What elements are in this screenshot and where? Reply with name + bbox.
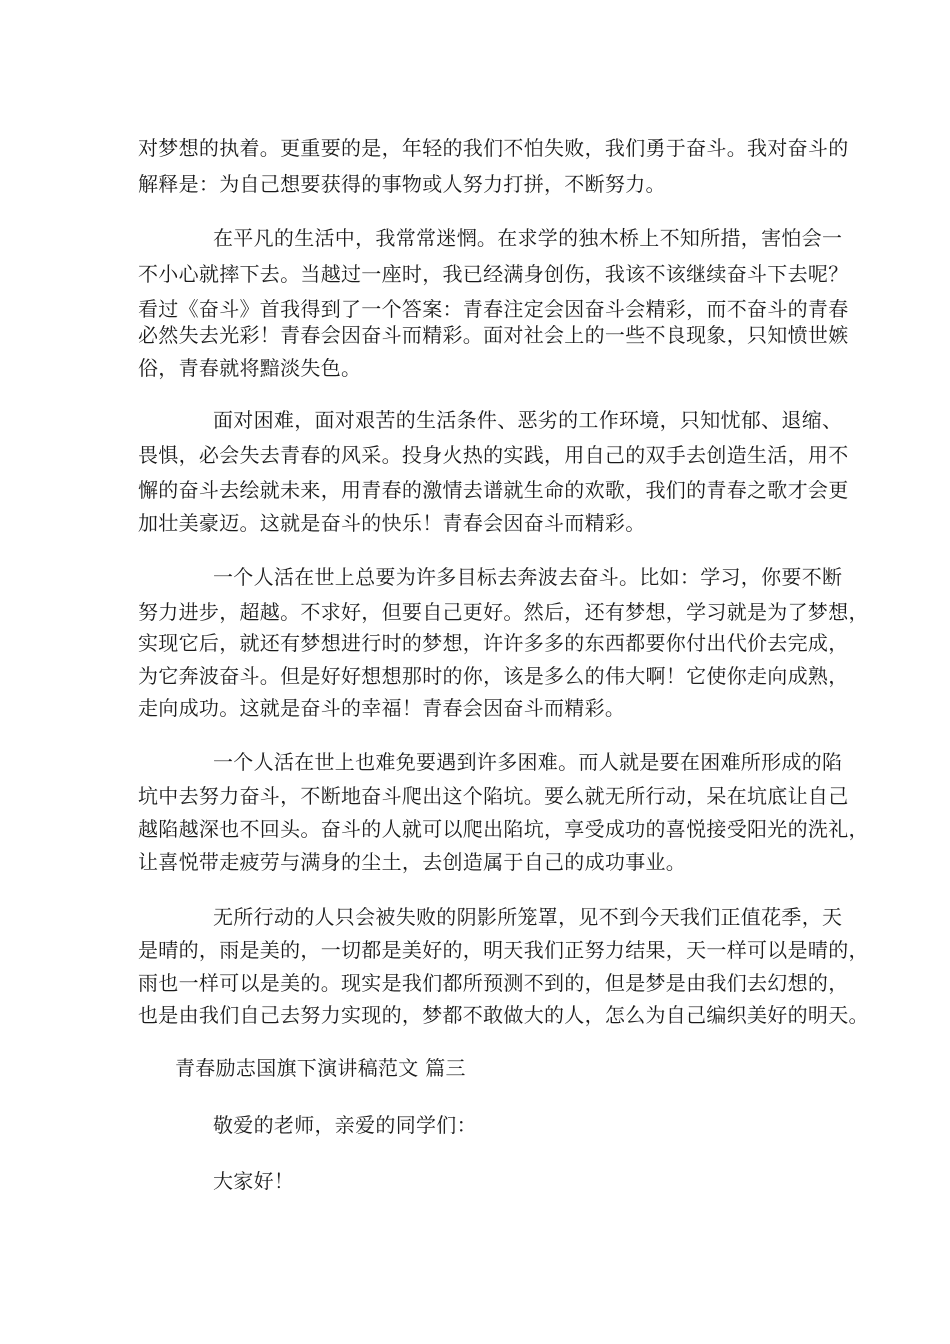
paragraph-line: 畏惧，必会失去青春的风采。投身火热的实践，用自己的双手去创造生活，用不 (138, 443, 849, 467)
paragraph-line: 懈的奋斗去绘就未来，用青春的激情去谱就生命的欢歌，我们的青春之歌才会更 (138, 478, 849, 502)
paragraph-line: 越陷越深也不回头。奋斗的人就可以爬出陷坑，享受成功的喜悦接受阳光的洗礼， (138, 817, 869, 841)
paragraph-line: 无所行动的人只会被失败的阴影所笼罩，见不到今天我们正值花季，天 (213, 905, 843, 929)
paragraph-line: 面对困难，面对艰苦的生活条件、恶劣的工作环境，只知忧郁、退缩、 (213, 408, 843, 432)
paragraph-line: 俗，青春就将黯淡失色。 (138, 356, 362, 380)
greeting: 大家好！ (213, 1169, 295, 1193)
paragraph-line: 雨也一样可以是美的。现实是我们都所预测不到的，但是梦是由我们去幻想的， (138, 971, 849, 995)
paragraph-line: 也是由我们自己去努力实现的，梦都不敢做大的人，怎么为自己编织美好的明天。 (138, 1003, 869, 1027)
salutation: 敬爱的老师，亲爱的同学们： (213, 1113, 477, 1137)
paragraph-line: 让喜悦带走疲劳与满身的尘土，去创造属于自己的成功事业。 (138, 850, 687, 874)
paragraph-line: 必然失去光彩！青春会因奋斗而精彩。面对社会上的一些不良现象，只知愤世嫉 (138, 323, 849, 347)
paragraph-line: 实现它后，就还有梦想进行时的梦想，许许多多的东西都要你付出代价去完成， (138, 631, 849, 655)
paragraph-line: 努力进步，超越。不求好，但要自己更好。然后，还有梦想，学习就是为了梦想， (138, 600, 869, 624)
paragraph-line: 对梦想的执着。更重要的是，年轻的我们不怕失败，我们勇于奋斗。我对奋斗的 (138, 136, 849, 160)
paragraph-line: 看过《奋斗》首我得到了一个答案：青春注定会因奋斗会精彩，而不奋斗的青春 (138, 297, 849, 321)
paragraph-line: 在平凡的生活中，我常常迷惘。在求学的独木桥上不知所措，害怕会一 (213, 226, 843, 250)
paragraph-line: 不小心就摔下去。当越过一座时，我已经满身创伤，我该不该继续奋斗下去呢？ (138, 262, 849, 286)
paragraph-line: 加壮美豪迈。这就是奋斗的快乐！青春会因奋斗而精彩。 (138, 511, 646, 535)
paragraph-line: 为它奔波奋斗。但是好好想想那时的你，该是多么的伟大啊！它使你走向成熟， (138, 664, 849, 688)
paragraph-line: 一个人活在世上也难免要遇到许多困难。而人就是要在困难所形成的陷 (213, 750, 843, 774)
paragraph-line: 解释是：为自己想要获得的事物或人努力打拼，不断努力。 (138, 172, 666, 196)
paragraph-line: 一个人活在世上总要为许多目标去奔波去奋斗。比如：学习，你要不断 (213, 565, 843, 589)
paragraph-line: 走向成功。这就是奋斗的幸福！青春会因奋斗而精彩。 (138, 696, 626, 720)
section-heading: 青春励志国旗下演讲稿范文 篇三 (175, 1056, 466, 1080)
paragraph-line: 是晴的，雨是美的，一切都是美好的，明天我们正努力结果，天一样可以是晴的， (138, 938, 869, 962)
paragraph-line: 坑中去努力奋斗，不断地奋斗爬出这个陷坑。要么就无所行动，呆在坑底让自己 (138, 784, 849, 808)
